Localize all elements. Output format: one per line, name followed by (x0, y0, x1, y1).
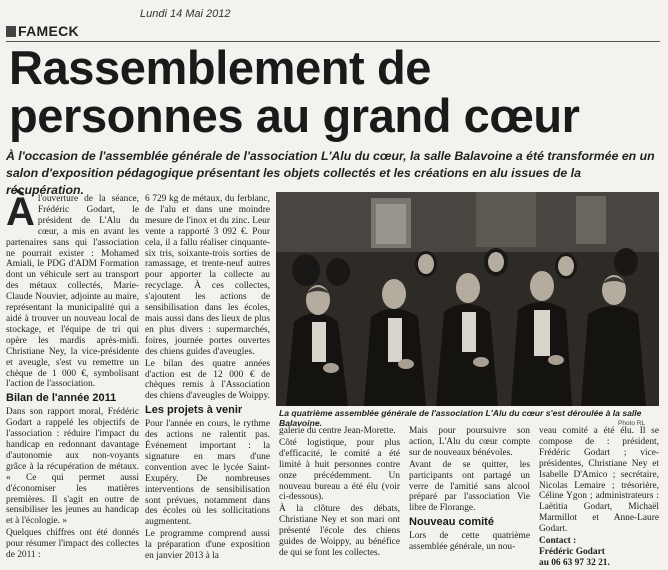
drop-cap: À (6, 190, 35, 234)
paragraph-logistique: Côté logistique, pour plus d'efficacité, le comité a été limité à huit personnes contre onze précédemment. Un nouveau bureau a été élu (voir ci-dessous). (279, 437, 400, 503)
contact-name: Frédéric Godart (539, 546, 605, 557)
paragraph-verre-amitie: Avant de se quitter, les participants ont partagé un verre de l'amitié sans alcool préparé par l'association Vie libre de Florange. (409, 459, 530, 514)
paragraph-galerie: galerie du centre Jean-Morette. (279, 426, 396, 436)
event-photo (276, 192, 659, 406)
article-column-4 (409, 426, 530, 554)
headline-line-2: personnes au grand cœur (9, 89, 580, 142)
paragraph-assemblee: Lors de cette quatrième assemblée générale, un nou- (409, 531, 530, 553)
headline (9, 41, 659, 142)
section-marker (6, 26, 16, 37)
paragraph-metaux: 6 729 kg de métaux, du ferblanc, de l'alu et dans une moindre mesure de l'inox et du zinc. Leur vente a rapporté 3 092 €. Pour cela, il a fallu réaliser cinquante-six tris, soixante-trois sorties de ramassage, et trente-neuf autres pour apporter la collecte au recyclage. À ces collectes, s'ajoutent les actions de sensibilisation dans les écoles, mais aussi dans des lieux de plus en plus divers : supermarchés, foires, journée portes ouvertes des chiens guides d'aveugles. (145, 194, 270, 357)
paragraph-opening: l'ouverture de la séance, Frédéric Godart, le président de L'Alu du cœur, a mis en avant les partenaires sans qui l'association ne pourrait exister : Mohamed Amiali, le PDG d'ADM Formation dont un véhicule sert au transport des métaux collectés, Marie-Claude Nouvier, adjointe au maire, représentant la municipalité qui a aidé à trouver un nouveau local de stockage, et l'équipe de tri qui opère les mardis après-midi. Christiane Ney, la vice-présidente et aveugle, s'est vu remettre un chèque de 1 000 €, symbolisant l'action de l'association. (6, 194, 139, 390)
section-label (6, 23, 79, 39)
paragraph-composition: veau comité a été élu. Il se compose de : président, Frédéric Godart ; vice-présidentes, Christiane Ney et Isabelle D'Amico ; secrétaire, Nicolas Lemaire ; trésorière, Céline Ygon ; administrateurs : Laëtitia Godart, Michaël Marmillot et Anne-Laure Godart. (539, 426, 659, 535)
photo-credit: Photo RL (618, 420, 646, 427)
paragraph-cloture: À la clôture des débats, Christiane Ney et son mari ont présenté l'école des chiens guides de Woippy, au bénéfice de qui se font les collectes. (279, 504, 400, 558)
audience-photo-illustration (276, 192, 659, 406)
subhead-bilan: Bilan de l'année 2011 (6, 392, 117, 405)
paragraph-annee-en-cours: Pour l'année en cours, le rythme des actions ne ralentit pas. Événement important : la signature en mars d'une convention avec le lycée Saint-Exupéry. De nombreuses interventions de sensibilisation sont prévues, notamment dans des écoles où les sollicitations augmentent. (145, 419, 270, 528)
article-column-2 (145, 194, 270, 563)
article-column-3 (279, 426, 400, 560)
headline-line-1: Rassemblement de (9, 41, 431, 94)
article-column-1 (6, 190, 139, 562)
subhead-projets: Les projets à venir (145, 404, 243, 417)
paragraph-programme: Le programme comprend aussi la préparation d'une exposition en janvier 2013 à la (145, 529, 270, 562)
contact-phone: au 06 63 97 32 21. (539, 557, 610, 568)
contact-label: Contact : (539, 536, 577, 547)
article-column-5 (539, 426, 659, 570)
paragraph-rapport-moral: Dans son rapport moral, Frédéric Godart a rappelé les objectifs de l'association : réduire l'impact du handicap en redonnant davantage d'autonomie aux non-voyants grâce à la récupération de métaux. « Ce qui permet aussi d'économiser les matières premières. Il s'agit en outre de sensibiliser les jeunes au handicap et à l'écologie. » (6, 407, 139, 527)
section-name: FAMECK (18, 23, 79, 39)
lede: À l'occasion de l'assemblée générale de l'association L'Alu du cœur, la salle Balavoine a été transformée en un salon d'exposition pédagogique présentant les objets collectés et les créations en alu issues de la récupération. (6, 149, 655, 197)
paragraph-chiffres: Quelques chiffres ont été donnés pour résumer l'impact des collectes de 2011 : (6, 528, 139, 561)
paragraph-bilan-cheques: Le bilan des quatre années d'action est de 12 000 € de chèques remis à l'Association des chiens d'aveugles de Woippy. (145, 358, 270, 402)
subhead-nouveau-comite: Nouveau comité (409, 516, 494, 529)
issue-date: Lundi 14 Mai 2012 (140, 8, 231, 20)
photo-caption: La quatrième assemblée générale de l'association L'Alu du cœur s'est déroulée à la salle Balavoine. (279, 408, 642, 428)
paragraph-benevoles: Mais pour poursuivre son action, L'Alu du cœur compte sur de nouveaux bénévoles. (409, 426, 530, 458)
